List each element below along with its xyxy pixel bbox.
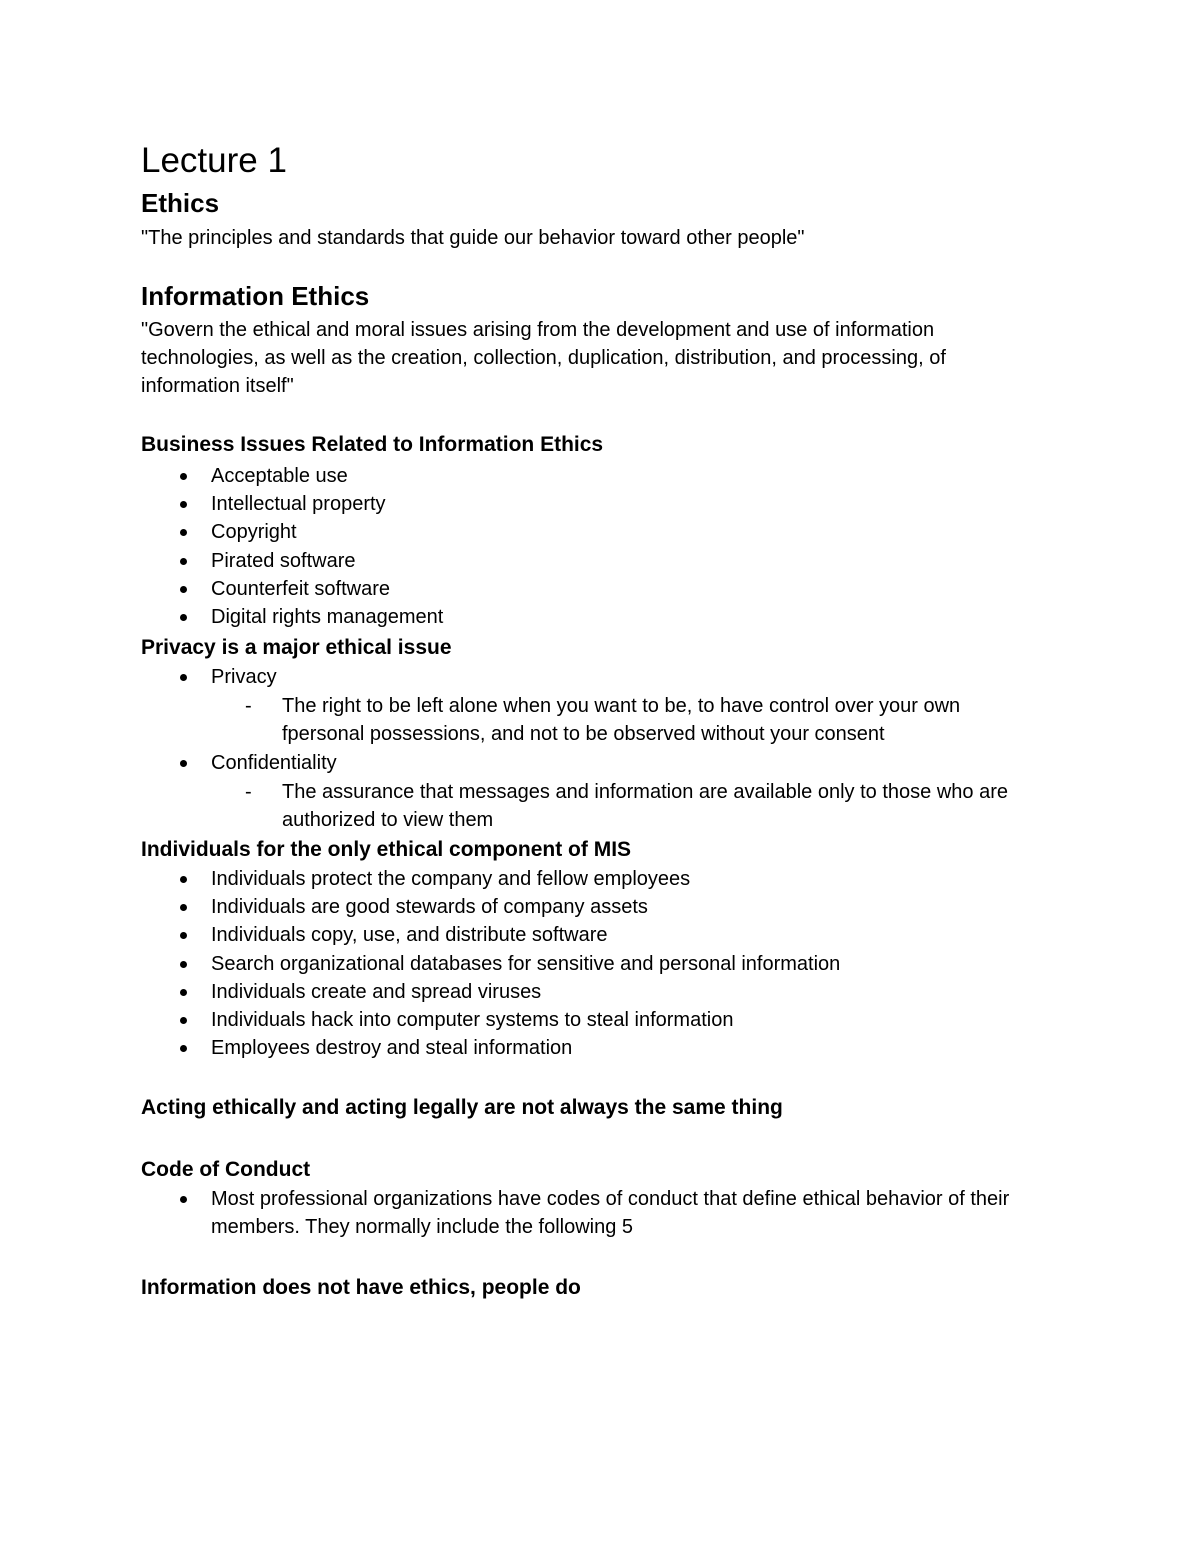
closing-heading: Information does not have ethics, people do xyxy=(141,1276,581,1299)
list-item: Individuals hack into computer systems to steal information xyxy=(141,1006,1041,1034)
list-item xyxy=(141,749,1041,835)
information-ethics-heading: Information Ethics xyxy=(141,281,370,311)
bullet-icon xyxy=(180,473,187,480)
list-item: Intellectual property xyxy=(141,490,1041,518)
bullet-icon xyxy=(180,674,187,681)
list-item: Individuals copy, use, and distribute software xyxy=(141,921,1041,949)
business-issues-list xyxy=(141,462,1041,631)
list-item: Copyright xyxy=(141,518,1041,546)
ethics-heading: Ethics xyxy=(141,188,220,218)
lecture-title: Lecture 1 xyxy=(141,141,287,180)
list-item: Counterfeit software xyxy=(141,575,1041,603)
confidentiality-sub-list xyxy=(211,778,1041,834)
dash-icon: - xyxy=(245,695,252,718)
list-item: Acceptable use xyxy=(141,462,1041,490)
code-of-conduct-heading: Code of Conduct xyxy=(141,1158,311,1181)
list-item: Pirated software xyxy=(141,547,1041,575)
privacy-item-label: Privacy xyxy=(211,666,277,688)
code-of-conduct-list xyxy=(141,1185,1041,1241)
ethics-definition: "The principles and standards that guide our behavior toward other people" xyxy=(141,227,805,249)
list-item: Individuals create and spread viruses xyxy=(141,978,1041,1006)
confidentiality-item-label: Confidentiality xyxy=(211,751,337,774)
bullet-icon xyxy=(180,586,187,593)
bullet-icon xyxy=(180,558,187,565)
bullet-icon xyxy=(180,760,187,767)
privacy-sub-list xyxy=(211,692,1041,748)
bullet-icon xyxy=(180,989,187,996)
list-item xyxy=(141,663,1041,749)
sub-list-item: - The assurance that messages and information are available only to those who are authorized to view them xyxy=(211,778,1042,834)
list-item: Employees destroy and steal information xyxy=(141,1034,1041,1062)
bullet-icon xyxy=(180,876,187,883)
individuals-list xyxy=(141,865,1041,1062)
individuals-heading: Individuals for the only ethical component of MIS xyxy=(141,838,632,861)
bullet-icon xyxy=(180,961,187,968)
privacy-list xyxy=(141,663,1041,834)
bullet-icon xyxy=(180,1045,187,1052)
privacy-heading: Privacy is a major ethical issue xyxy=(141,636,452,659)
information-ethics-definition: "Govern the ethical and moral issues arising from the development and use of information technologies, as well as the creation, collection, duplication, distribution, and processing, of information itself" xyxy=(141,319,946,398)
list-item: Individuals are good stewards of company assets xyxy=(141,893,1041,921)
list-item: Individuals protect the company and fellow employees xyxy=(141,865,1041,893)
business-issues-heading: Business Issues Related to Information Ethics xyxy=(141,433,604,456)
acting-heading: Acting ethically and acting legally are not always the same thing xyxy=(141,1096,783,1119)
bullet-icon xyxy=(180,614,187,621)
bullet-icon xyxy=(180,904,187,911)
list-item: Digital rights management xyxy=(141,603,1041,631)
bullet-icon xyxy=(180,932,187,939)
bullet-icon xyxy=(180,501,187,508)
bullet-icon xyxy=(180,1017,187,1024)
dash-icon: - xyxy=(245,780,252,803)
bullet-icon xyxy=(180,1196,187,1203)
sub-list-item: - The right to be left alone when you want to be, to have control over your own fpersonal possessions, and not to be observed without your consent xyxy=(211,692,1042,748)
list-item: Most professional organizations have codes of conduct that define ethical behavior of their members. They normally include the following 5 xyxy=(141,1185,1041,1241)
bullet-icon xyxy=(180,529,187,536)
list-item: Search organizational databases for sensitive and personal information xyxy=(141,950,1041,978)
